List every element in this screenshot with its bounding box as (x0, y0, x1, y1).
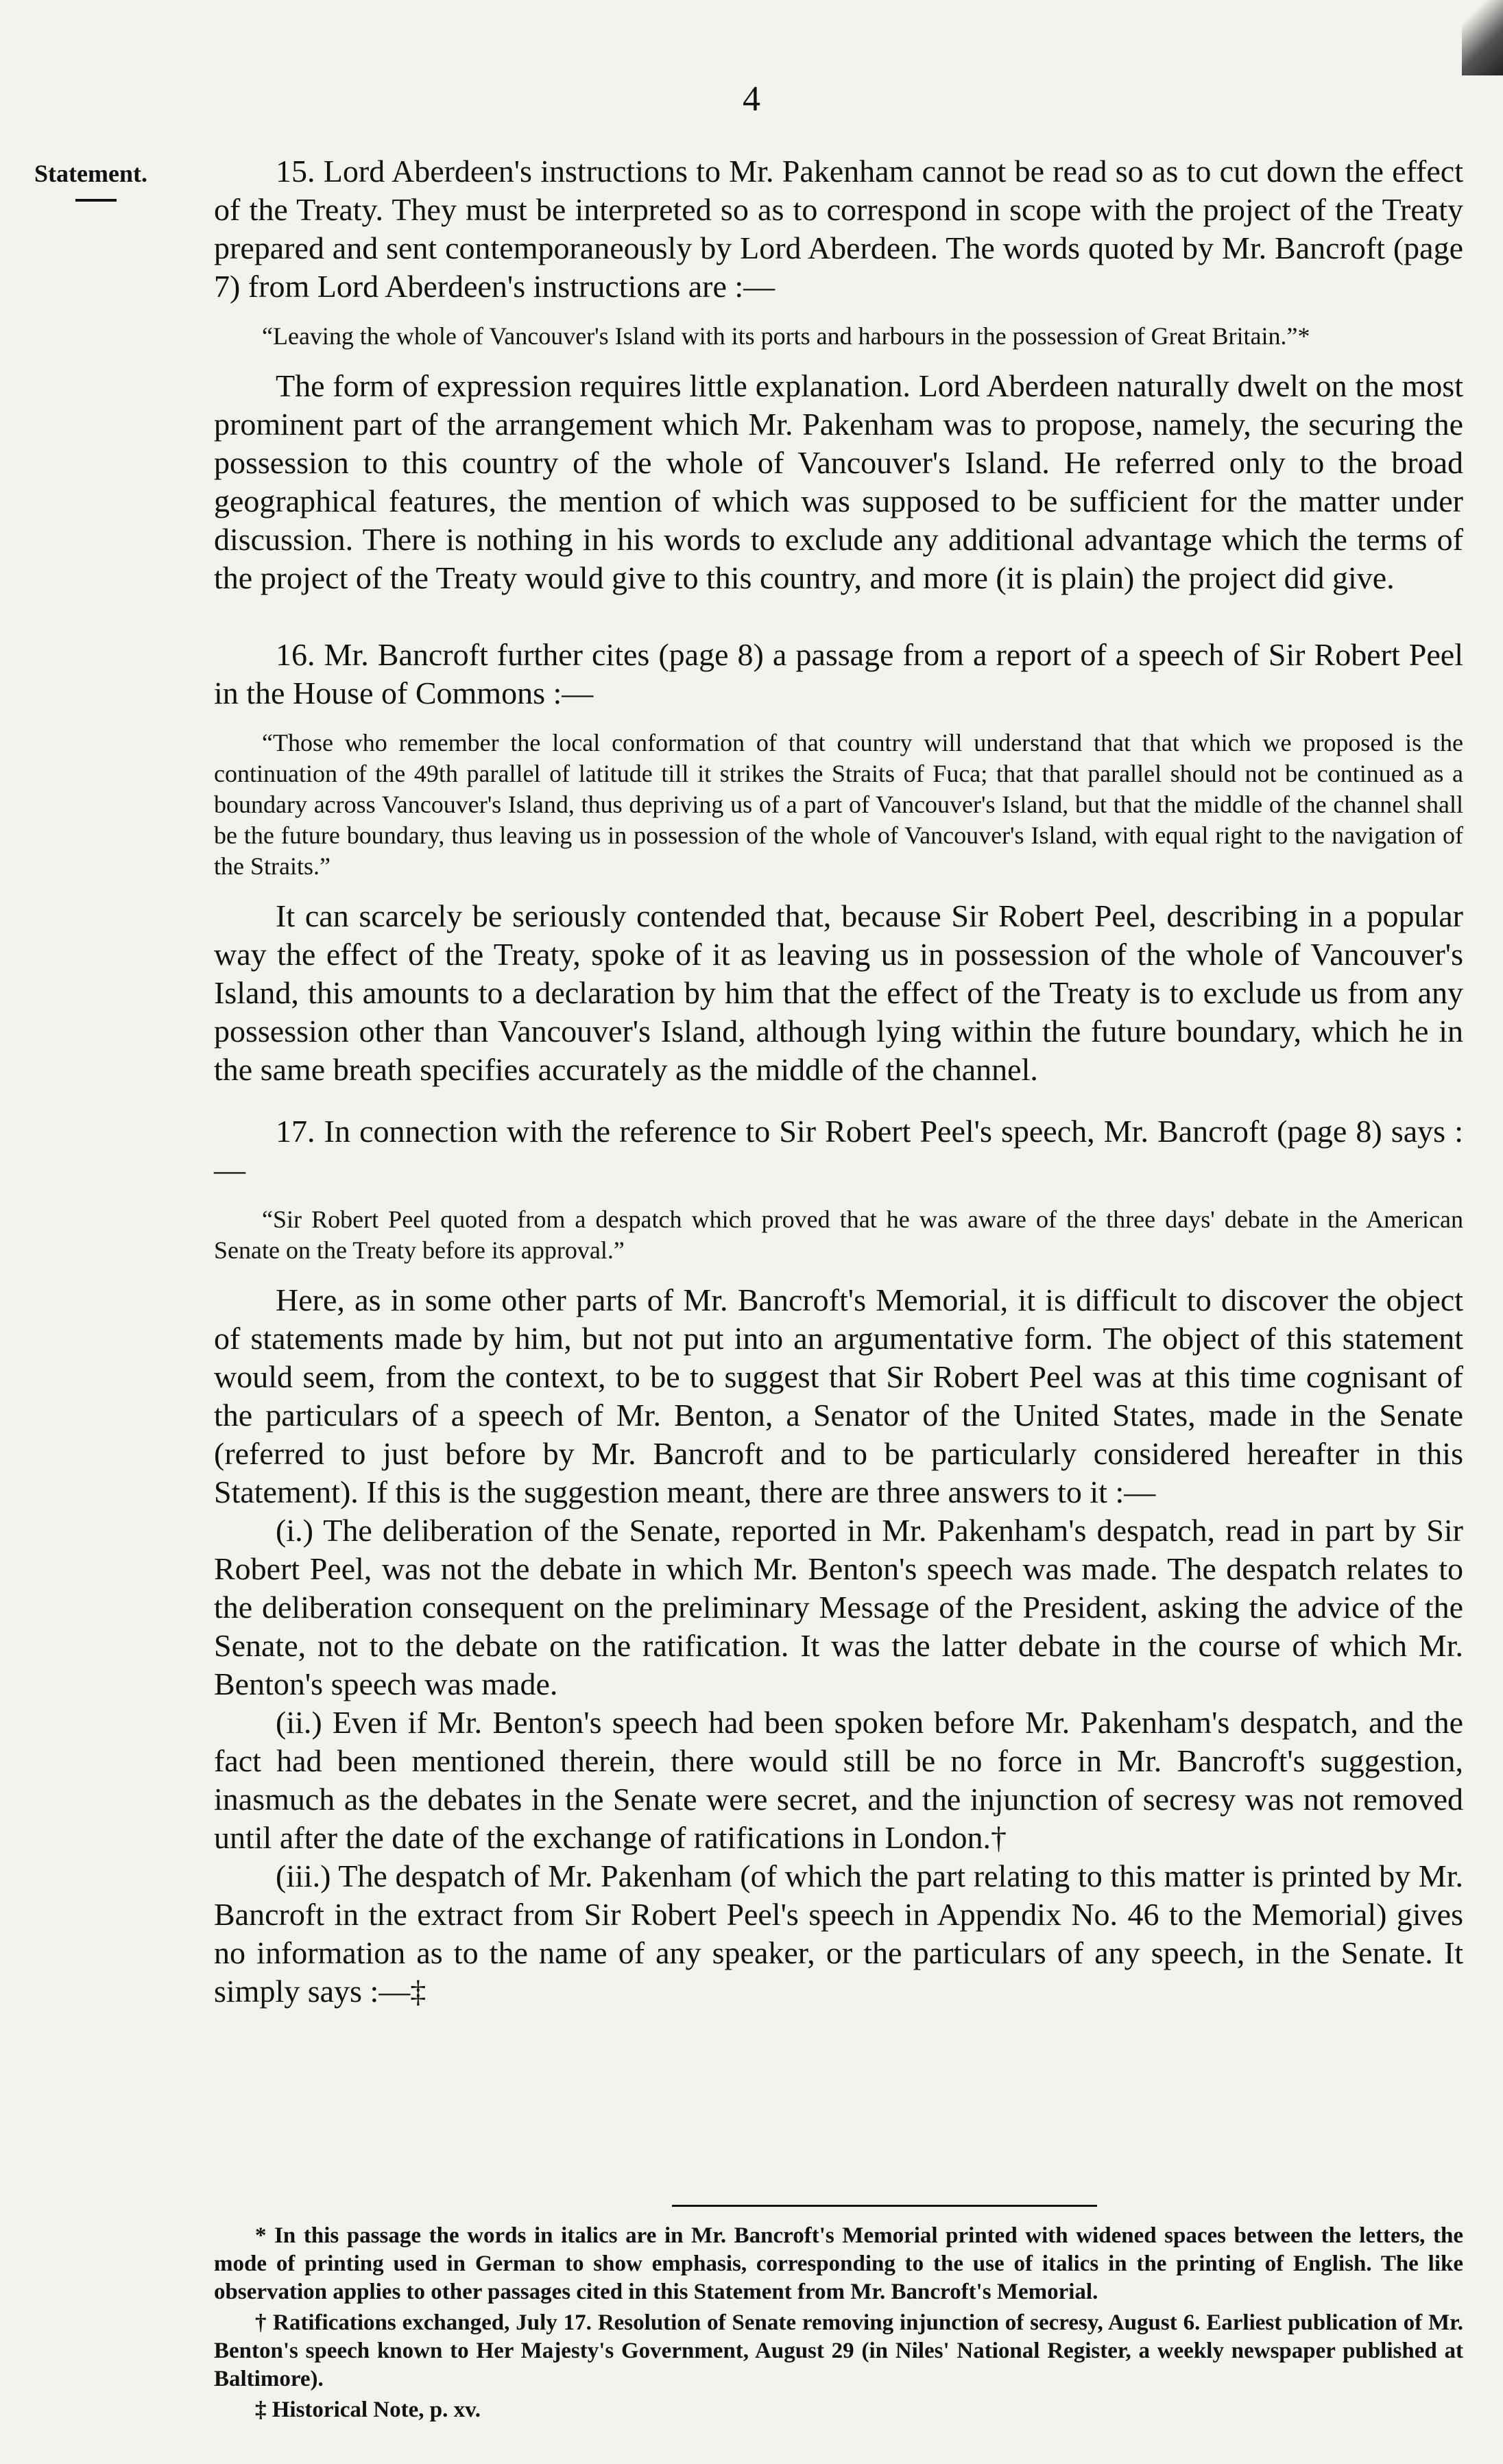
paragraph-17-continued: Here, as in some other parts of Mr. Bancroft's Memorial, it is difficult to discover the object of statements made by him, but not put into an argumentative form. The object of this statement would seem, from the context, to be to suggest that Sir Robert Peel was at this time cognisant of the particulars of a speech of Mr. Benton, a Senator of the United States, made in the Senate (referred to just before by Mr. Bancroft and to be particularly considered hereafter in this Statement). If this is the suggestion meant, there are three answers to it :— (214, 1282, 1463, 1509)
paragraph-17: 17. In connection with the reference to Sir Robert Peel's speech, Mr. Bancroft (page 8) says :— (214, 1114, 1463, 1187)
footnotes (214, 2222, 1463, 2427)
footnote-2: † Ratifications exchanged, July 17. Resolution of Senate removing injunction of secresy, August 6. Earliest publication of Mr. Benton's speech known to Her Majesty's Government, August 29 (in Niles' National Register, a weekly newspaper published at Baltimore). (214, 2310, 1463, 2391)
quote-peel: “Those who remember the local conformation of that country will understand that that which we proposed is the continuation of the 49th parallel of latitude till it strikes the Straits of Fuca; that that parallel should not be continued as a boundary across Vancouver's Island, thus depriving us of a part of Vancouver's Island, but that the middle of the channel shall be the future boundary, thus leaving us in possession of the whole of Vancouver's Island, with equal right to the navigation of the Straits.” (214, 729, 1463, 880)
footnote-rule (672, 2205, 1097, 2207)
answer-i: (i.) The deliberation of the Senate, reported in Mr. Pakenham's despatch, read in part by Sir Robert Peel, was not the debate in which Mr. Benton's speech was made. The despatch relates to the deliberation consequent on the preliminary Message of the President, asking the advice of the Senate, not to the debate on the ratification. It was the latter debate in the course of which Mr. Benton's speech was made. (214, 1513, 1463, 1701)
page-number: 4 (743, 80, 760, 119)
answer-ii: (ii.) Even if Mr. Benton's speech had been spoken before Mr. Pakenham's despatch, and the fact had been mentioned therein, there would still be no force in Mr. Bancroft's suggestion, inasmuch as the debates in the Senate were secret, and the injunction of secresy was not removed until after the date of the exchange of ratifications in London.† (214, 1705, 1463, 1855)
margin-note: Statement. (34, 160, 147, 187)
paragraph-15-continued: The form of expression requires little explanation. Lord Aberdeen naturally dwelt on the most prominent part of the arrangement which Mr. Pakenham was to propose, namely, the securing the possession to this country of the whole of Vancouver's Island. He referred only to the broad geographical features, the mention of which was supposed to be sufficient for the matter under discussion. There is nothing in his words to exclude any additional advantage which the terms of the project of the Treaty would give to this country, and more (it is plain) the project did give. (214, 368, 1463, 595)
quote-bancroft: “Sir Robert Peel quoted from a despatch which proved that he was aware of the three days' debate in the American Senate on the Treaty before its approval.” (214, 1206, 1463, 1264)
quote-aberdeen: “Leaving the whole of Vancouver's Island with its ports and harbours in the possession of Great Britain.”* (262, 322, 1310, 350)
paragraph-15: 15. Lord Aberdeen's instructions to Mr. Pakenham cannot be read so as to cut down the effect of the Treaty. They must be interpreted so as to correspond in scope with the project of the Treaty prepared and sent contemporaneously by Lord Aberdeen. The words quoted by Mr. Bancroft (page 7) from Lord Aberdeen's instructions are :— (214, 154, 1463, 304)
margin-divider (75, 199, 117, 202)
paragraph-16-continued: It can scarcely be seriously contended that, because Sir Robert Peel, describing in a popular way the effect of the Treaty, spoke of it as leaving us in possession of the whole of Vancouver's Island, this amounts to a declaration by him that the effect of the Treaty is to exclude us from any possession other than Vancouver's Island, although lying within the future boundary, which he in the same breath specifies accurately as the middle of the channel. (214, 898, 1463, 1087)
paragraph-16: 16. Mr. Bancroft further cites (page 8) a passage from a report of a speech of Sir Robert Peel in the House of Commons :— (214, 637, 1463, 710)
body-text (214, 152, 1463, 2011)
footnote-1: * In this passage the words in italics are in Mr. Bancroft's Memorial printed with widened spaces between the letters, the mode of printing used in German to show emphasis, corresponding to the use of italics in the printing of English. The like observation applies to other passages cited in this Statement from Mr. Bancroft's Memorial. (214, 2223, 1463, 2304)
page-corner-shadow (1462, 0, 1503, 75)
answer-iii: (iii.) The despatch of Mr. Pakenham (of which the part relating to this matter is printed by Mr. Bancroft in the extract from Sir Robert Peel's speech in Appendix No. 46 to the Memorial) gives no information as to the name of any speaker, or the particulars of any speech, in the Senate. It simply says :—‡ (214, 1858, 1463, 2009)
footnote-3: ‡ Historical Note, p. xv. (255, 2397, 481, 2422)
